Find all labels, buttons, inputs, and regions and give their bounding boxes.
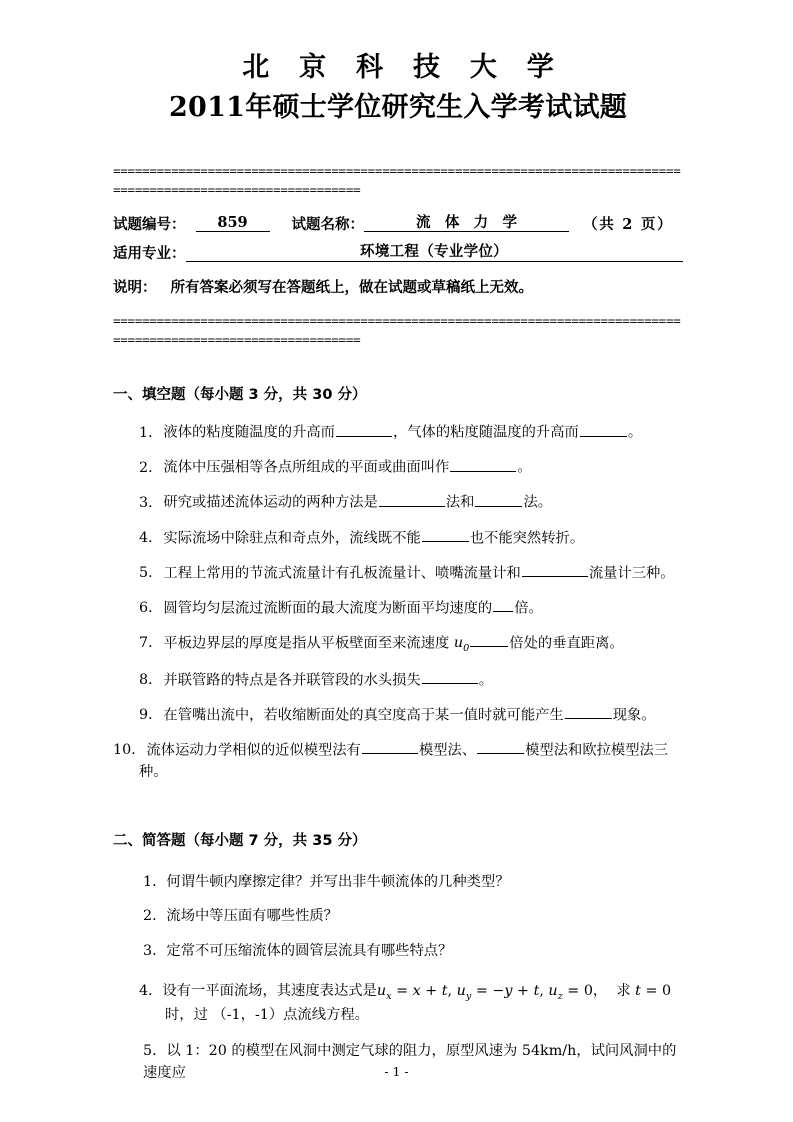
question-text: 倍处的垂直距离。 [509,635,624,652]
question-number: 5． [139,565,163,582]
question-number: 5． [143,1043,167,1060]
question-text: 研究或描述流体运动的两种方法是 [163,495,378,512]
fill-in-blank[interactable] [422,528,469,543]
question-number: 3． [143,942,167,959]
question-item [113,598,683,620]
question-text: 法和 [445,495,475,512]
question-number: 8． [139,672,163,689]
question-text: 流场中等压面有哪些性质？ [166,908,338,925]
question-number: 1． [143,874,167,891]
question-item [113,528,683,550]
question-text: 工程上常用的节流式流量计有孔板流量计、喷嘴流量计和 [163,565,521,582]
fill-in-blank[interactable] [362,740,418,755]
question-number: 4． [139,983,163,1000]
university-name: 北 京 科 技 大 学 [242,52,565,83]
major-row [113,245,683,262]
question-text: 流量计三种。 [588,565,675,582]
page-content [113,0,683,1097]
question-item [113,941,683,962]
question-item [113,457,683,479]
question-text: 设有一平面流场，其速度表达式是 [162,983,377,1000]
fill-in-blank[interactable] [580,422,627,437]
exam-name-value: 流 体 力 学 [364,216,569,233]
question-item [113,633,683,657]
question-number: 4． [139,530,163,547]
question-item [113,872,683,893]
page-footer [0,1064,793,1079]
question-number: 10． [113,742,146,759]
question-text: 时，过 （-1，-1）点流线方程。 [165,1006,369,1023]
question-item [113,422,683,444]
question-item [113,740,683,783]
section-2-heading: 二、简答题（每小题 7 分，共 35 分） [113,833,367,850]
section-1-heading: 一、填空题（每小题 3 分，共 30 分） [113,387,367,404]
fill-in-blank[interactable] [336,422,392,437]
question-text: 并联管路的特点是各并联管段的水头损失 [163,672,421,689]
question-number: 1． [139,425,163,442]
question-text: 平板边界层的厚度是指从平板壁面至来流速度 [163,635,454,652]
exam-code-label: 试题编号： [113,215,186,233]
question-text: 液体的粘度随温度的升高而 [163,425,335,442]
question-text: 流体运动力学相似的近似模型法有 [146,742,361,759]
question-text: 求 [616,983,631,1000]
fill-in-blank[interactable] [450,457,516,472]
exam-title: 2011年硕士学位研究生入学考试试题 [168,91,627,123]
fill-in-blank[interactable] [522,563,588,578]
fill-in-blank[interactable] [379,492,445,507]
question-item [113,492,683,514]
question-text: 流体中压强相等各点所组成的平面或曲面叫作 [163,460,450,477]
question-text: 实际流场中除驻点和奇点外，流线既不能 [163,530,421,547]
exam-name-label: 试题名称： [291,215,364,233]
question-text: 也不能突然转折。 [469,530,585,547]
question-item [113,670,683,692]
question-text: 以 1：20 的模型在风洞中测定气球的阻力，原型风速为 54km/h，试问风洞中的速度应 [143,1043,677,1081]
question-item [113,563,683,585]
fill-in-blank[interactable] [475,492,522,507]
math-symbol-u0: $u_0$ [453,635,470,654]
major-value: 环境工程（专业学位） [186,245,683,262]
question-text: 法。 [523,495,553,512]
page-number: - 1 - [384,1064,409,1079]
question-text: 。 [517,460,532,477]
question-text: 。 [478,672,494,689]
fill-in-blank[interactable] [470,633,508,648]
question-text: 定常不可压缩流体的圆管层流具有哪些特点？ [166,942,453,959]
fill-in-blank[interactable] [565,705,612,720]
divider-bottom: ================================================================================================================ [113,312,681,348]
question-number: 9． [139,707,163,724]
question-number: 7． [139,635,163,652]
section-1-question-list [113,422,683,783]
divider-top: ================================================================================================================ [113,162,681,198]
exam-code-value: 859 [196,216,270,233]
question-text: 圆管均匀层流过流断面的最大流度为断面平均速度的 [163,600,493,617]
instructions-text: 所有答案必须写在答题纸上，做在试题或草稿纸上无效。 [170,278,533,296]
section-2-question-list [113,872,683,1084]
velocity-formula: $u_x = x + t$, $u_y = -y + t$, $u_z = 0$， [376,983,608,1003]
fill-in-blank[interactable] [493,598,513,613]
question-text: ，气体的粘度随温度的升高而 [392,425,579,442]
question-text: 模型法、 [418,742,477,759]
question-number: 2． [139,460,163,477]
question-text: 模型法和欧拉模型法三种。 [139,742,669,780]
fill-in-blank[interactable] [477,740,524,755]
major-label: 适用专业： [113,245,186,263]
time-condition-formula: t = 0 [635,983,672,1000]
instructions-label: 说明： [113,278,157,296]
exam-code-row [113,213,683,233]
question-text: 倍。 [514,600,543,617]
question-text: 何谓牛顿内摩擦定律？并写出非牛顿流体的几种类型？ [166,874,510,891]
question-item [113,906,683,927]
question-item [113,705,683,727]
question-number: 6． [139,600,163,617]
instructions-row [113,276,683,297]
question-text: 现象。 [612,707,656,724]
question-text: 。 [627,425,643,442]
document-title-block [113,0,683,125]
question-text: 在管嘴出流中，若收缩断面处的真空度高于某一值时就可能产生 [163,707,564,724]
fill-in-blank[interactable] [422,670,478,685]
page-count: （共 2 页） [583,215,674,233]
question-number: 3． [139,495,163,512]
question-number: 2． [143,908,167,925]
question-item [139,981,683,1026]
